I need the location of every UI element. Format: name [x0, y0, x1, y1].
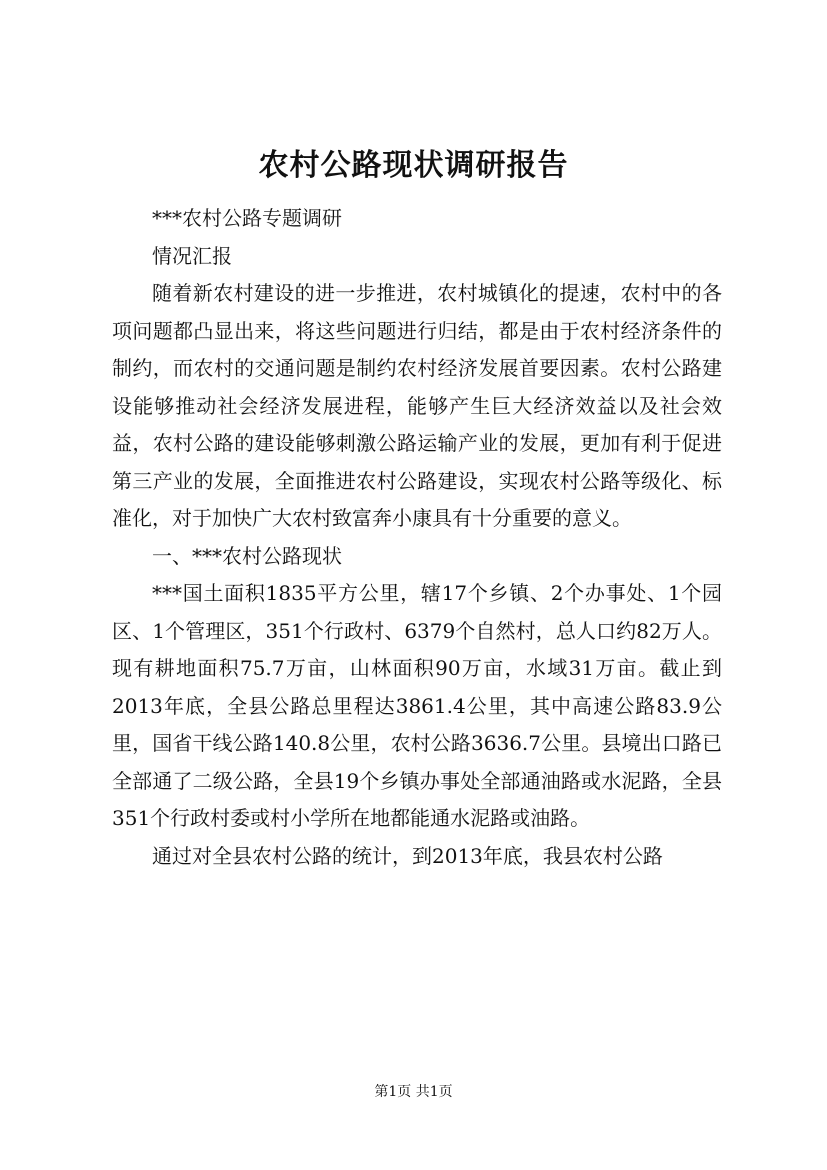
section-heading-status: 一、***农村公路现状	[152, 543, 342, 568]
paragraph-report-heading: 情况汇报	[152, 243, 232, 268]
paragraph-subject: ***农村公路专题调研	[152, 206, 342, 230]
paragraph-introduction: 随着新农村建设的进一步推进，农村城镇化的提速，农村中的各项问题都凸显出来，将这些问题进行归结，都是由于农村经济条件的制约，而农村的交通问题是制约农村经济发展首要因素。农村公路建设能够推动社会经济发展进程，能够产生巨大经济效益以及社会效益，农村公路的建设能够刺激公路运输产业的发展，更加有利于促进第三产业的发展，全面推进农村公路建设，实现农村公路等级化、标准化，对于加快广大农村致富奔小康具有十分重要的意义。	[112, 281, 722, 530]
paragraph-status-details: ***国土面积1835平方公里，辖17个乡镇、2个办事处、1个园区、1个管理区，351个行政村、6379个自然村，总人口约82万人。现有耕地面积75.7万亩，山林面积90万亩，水域31万亩。截止到2013年底，全县公路总里程达3861.4公里，其中高速公路83.9公里，国省干线公路140.8公里，农村公路3636.7公里。县境出口路已全部通了二级公路，全县19个乡镇办事处全部通油路或水泥路，全县351个行政村委或村小学所在地都能通水泥路或油路。	[112, 581, 722, 830]
page-number-footer: 第1页 共1页	[374, 1084, 453, 1100]
document-body	[112, 200, 722, 875]
paragraph-statistics: 通过对全县农村公路的统计，到2013年底，我县农村公路	[152, 843, 663, 868]
document-title: 农村公路现状调研报告	[258, 148, 569, 183]
